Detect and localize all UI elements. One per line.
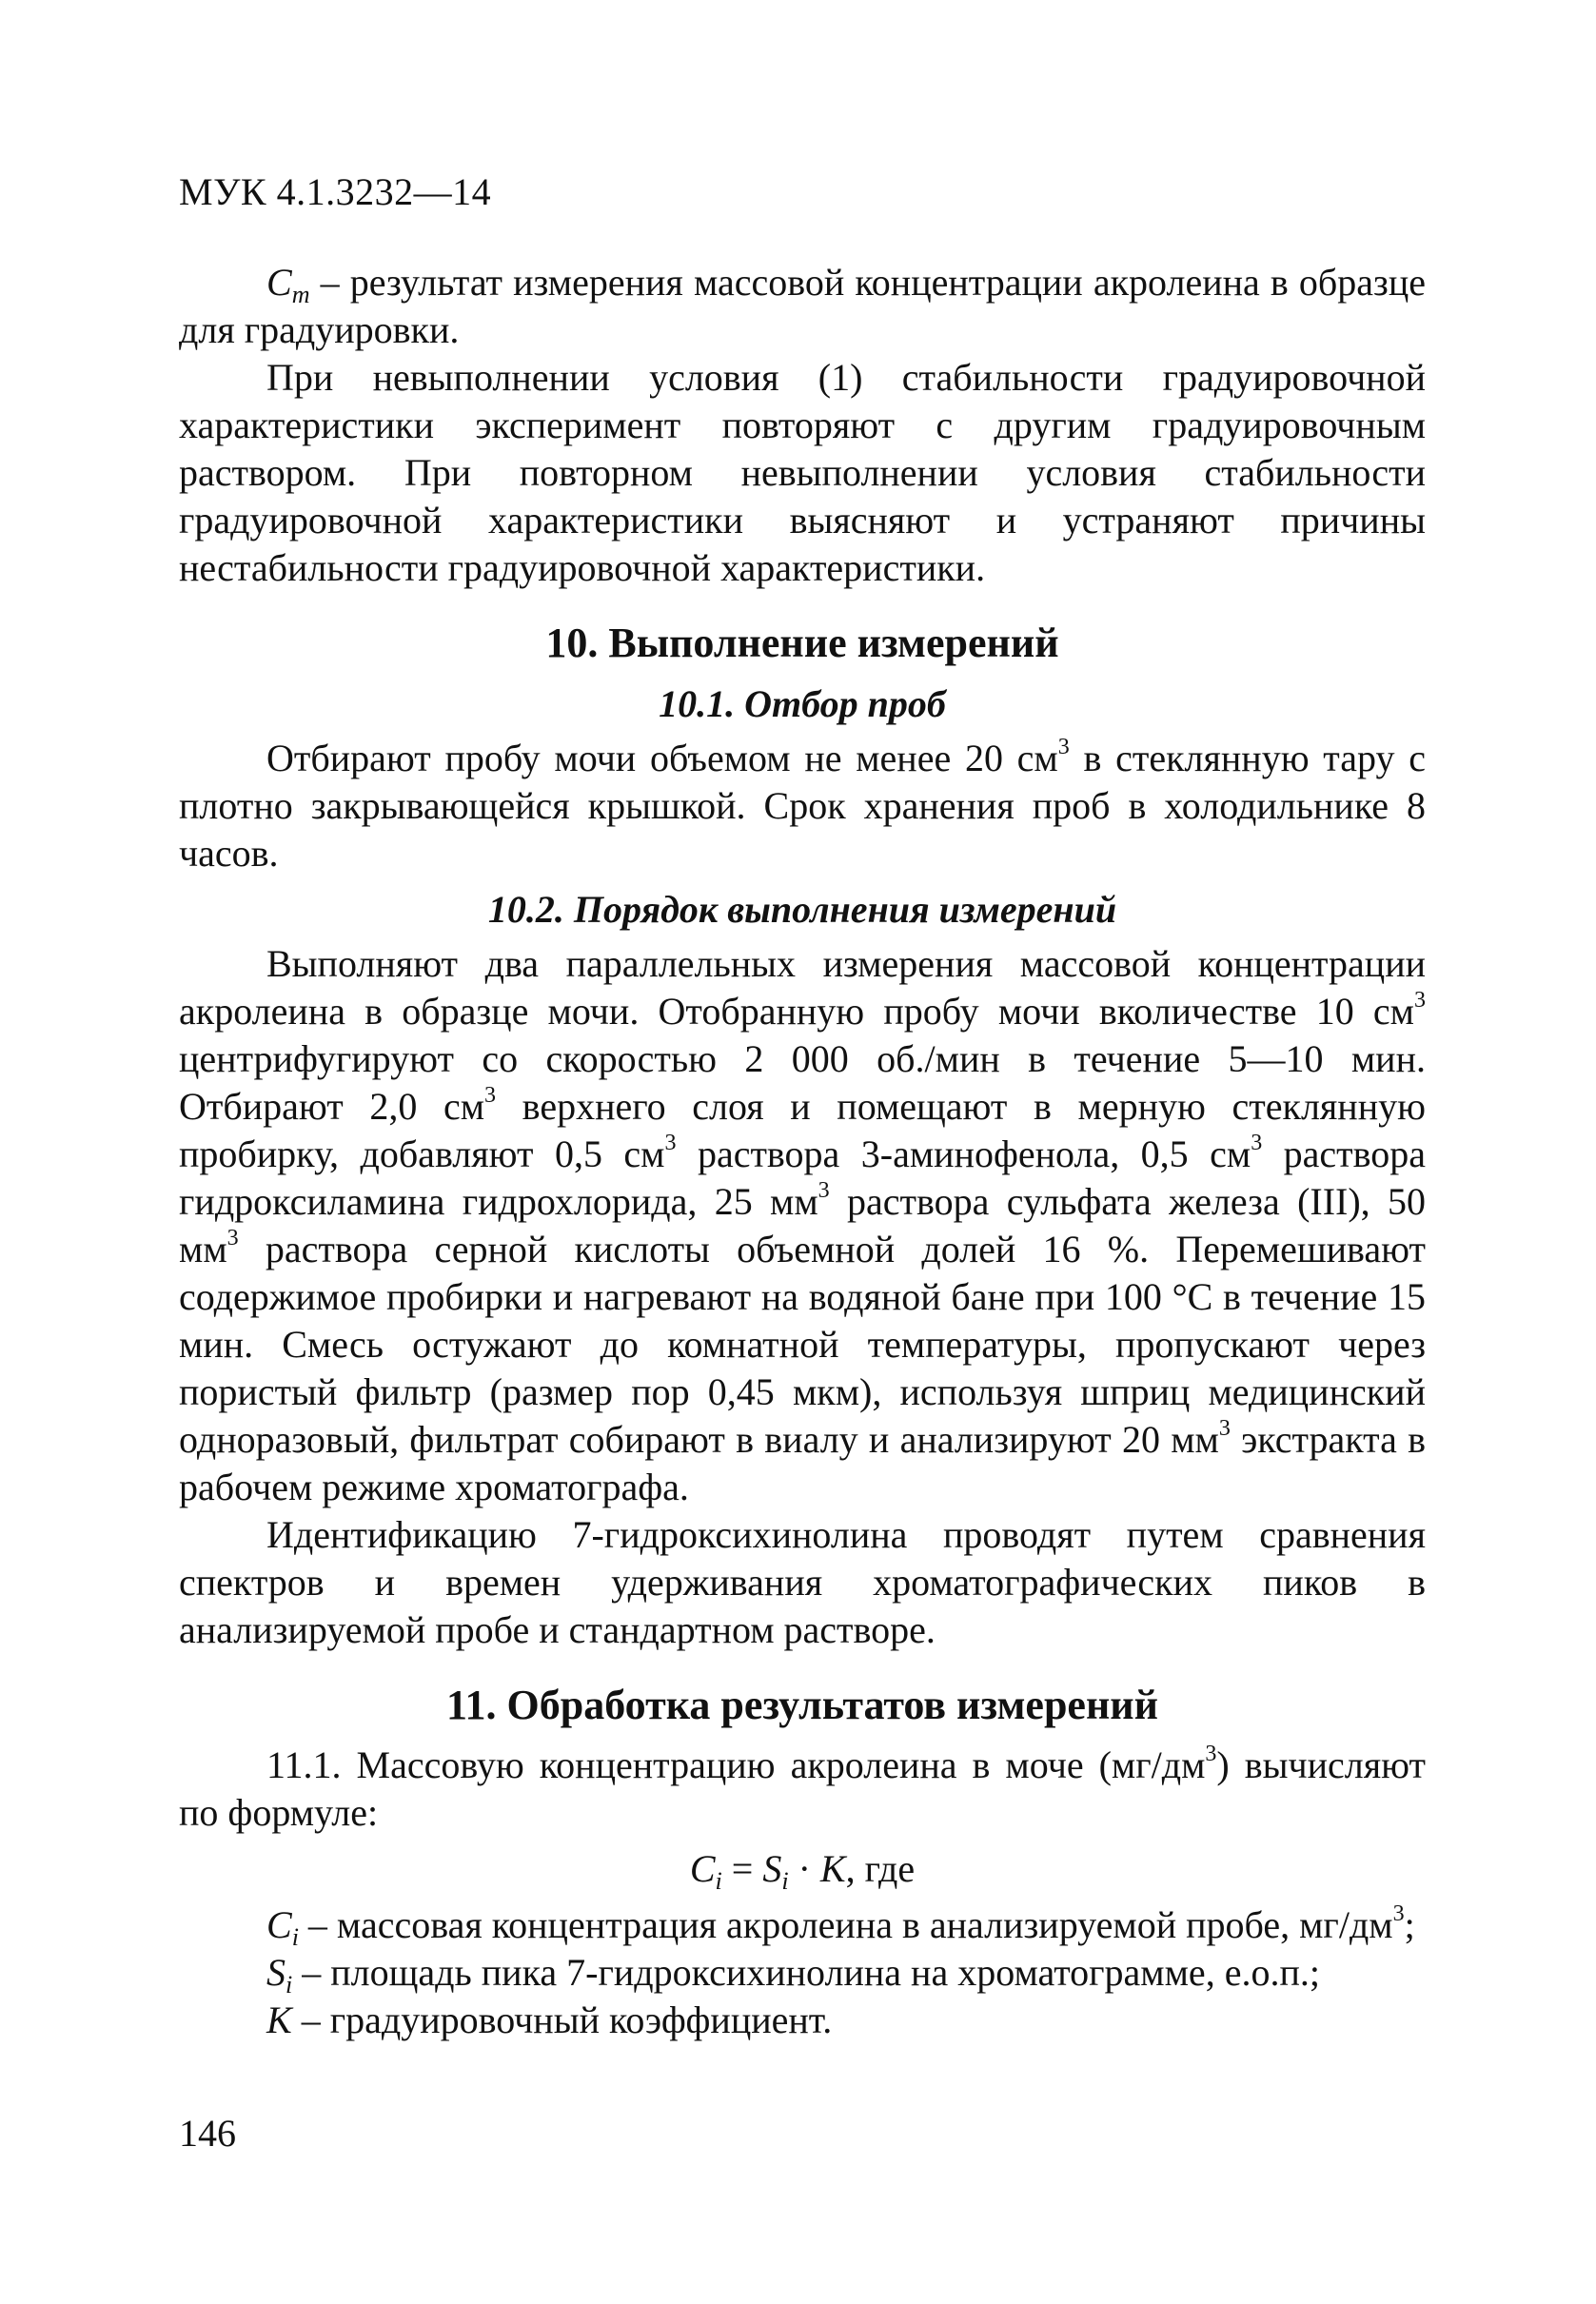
si-symbol: S bbox=[266, 1951, 286, 1994]
calculation-paragraph bbox=[179, 1742, 1426, 1837]
procedure-text-b: центрифугируют со скоростью 2 000 об./мин в течение 5—10 мин. Отбирают 2,0 см bbox=[179, 1037, 1426, 1128]
sampling-text-a: Отбирают пробу мочи объемом не менее 20 см bbox=[266, 737, 1058, 779]
calculation-text-a: 11.1. Массовую концентрацию акролеина в моче (мг/дм bbox=[266, 1743, 1206, 1786]
si-definition bbox=[179, 1949, 1426, 1997]
calculation-sup: 3 bbox=[1205, 1742, 1217, 1766]
stability-paragraph: При невыполнении условия (1) стабильности градуировочной характеристики эксперимент повторяют с другим градуировочным раствором. При повторном невыполнении условия стабильности градуировочной характеристики выясняют и устраняют причины нестабильности градуировочной характеристики. bbox=[179, 356, 1426, 589]
procedure-text-d: раствора 3-аминофенола, 0,5 см bbox=[676, 1132, 1251, 1175]
procedure-text-f: раствора сульфата железа (III), 50 мм bbox=[179, 1180, 1427, 1270]
sampling-text-b: в стеклянную тару с плотно закрывающейся крышкой. Срок хранения проб в холодильнике 8 часов. bbox=[179, 737, 1426, 875]
si-text: – площадь пика 7-гидроксихинолина на хроматограмме, е.о.п.; bbox=[292, 1951, 1320, 1994]
formula-si: S bbox=[762, 1847, 782, 1890]
page-number: 146 bbox=[179, 2112, 236, 2155]
procedure-text-g: раствора серной кислоты объемной долей 16 %. Перемешивают содержимое пробирки и нагревают на водяной бане при 100 °С в течение 15 мин. Смесь остужают до комнатной температуры, пропускают через пористый фильтр (размер пор 0,45 мкм), используя шприц медицинский одноразовый, фильтрат собирают в виалу и анализируют 20 мм bbox=[179, 1228, 1426, 1461]
procedure-sup: 3 bbox=[1414, 988, 1426, 1013]
formula-dot: · bbox=[788, 1847, 820, 1890]
procedure-sup: 3 bbox=[818, 1178, 830, 1203]
section-11-title: 11. Обработка результатов измерений bbox=[445, 1682, 1159, 1728]
ci-sup: 3 bbox=[1392, 1901, 1405, 1926]
sampling-sup: 3 bbox=[1057, 735, 1070, 759]
k-definition bbox=[179, 1997, 1426, 2044]
procedure-text-h: экстракта в рабочем режиме хроматографа. bbox=[179, 1418, 1426, 1508]
ci-subscript: i bbox=[291, 1923, 299, 1951]
procedure-sup: 3 bbox=[664, 1131, 677, 1155]
ci-text: – массовая концентрация акролеина в анализируемой пробе, мг/дм bbox=[298, 1903, 1393, 1946]
section-10-title: 10. Выполнение измерений bbox=[545, 620, 1059, 666]
cm-definition-text: – результат измерения массовой концентрации акролеина в образце для градуировки. bbox=[179, 261, 1426, 351]
formula-ci-sub: i bbox=[715, 1867, 722, 1895]
formula-k: K bbox=[819, 1847, 846, 1890]
k-text: – градуировочный коэффициент. bbox=[291, 1999, 833, 2041]
si-subscript: i bbox=[286, 1971, 293, 1999]
formula-suffix: , где bbox=[845, 1847, 916, 1890]
cm-subscript: m bbox=[291, 281, 310, 308]
procedure-text-e: раствора гидроксиламина гидрохлорида, 25 мм bbox=[179, 1132, 1427, 1223]
subsection-10-1-title: 10.1. Отбор проб bbox=[659, 682, 946, 725]
formula-equals: = bbox=[721, 1847, 763, 1890]
ci-symbol: C bbox=[266, 1903, 292, 1946]
page-content bbox=[179, 259, 1426, 2044]
ci-end: ; bbox=[1404, 1903, 1415, 1946]
formula-ci: C bbox=[689, 1847, 716, 1890]
sampling-paragraph bbox=[179, 735, 1426, 877]
identification-paragraph: Идентификацию 7-гидроксихинолина проводят путем сравнения спектров и времен удерживания хроматографических пиков в анализируемой пробе и стандартном растворе. bbox=[179, 1513, 1426, 1651]
procedure-sup: 3 bbox=[1251, 1131, 1263, 1155]
ci-definition bbox=[179, 1901, 1426, 1949]
procedure-paragraph bbox=[179, 940, 1426, 1511]
procedure-text-a: Выполняют два параллельных измерения массовой концентрации акролеина в образце мочи. Отобранную пробу мочи вколичестве 10 см bbox=[179, 942, 1426, 1033]
procedure-text-c: верхнего слоя и помещают в мерную стеклянную пробирку, добавляют 0,5 см bbox=[179, 1085, 1427, 1175]
formula-si-sub: i bbox=[781, 1867, 789, 1895]
procedure-sup: 3 bbox=[484, 1083, 497, 1108]
k-symbol: K bbox=[266, 1999, 292, 2041]
calculation-text-b: ) вычисляют по формуле: bbox=[179, 1743, 1426, 1834]
concentration-formula bbox=[179, 1842, 1426, 1896]
procedure-sup: 3 bbox=[227, 1226, 239, 1250]
cm-definition bbox=[179, 259, 1426, 354]
cm-symbol: C bbox=[266, 261, 292, 304]
procedure-sup: 3 bbox=[1218, 1416, 1231, 1441]
document-code: МУК 4.1.3232—14 bbox=[179, 170, 492, 213]
subsection-10-2-title: 10.2. Порядок выполнения измерений bbox=[487, 888, 1117, 931]
